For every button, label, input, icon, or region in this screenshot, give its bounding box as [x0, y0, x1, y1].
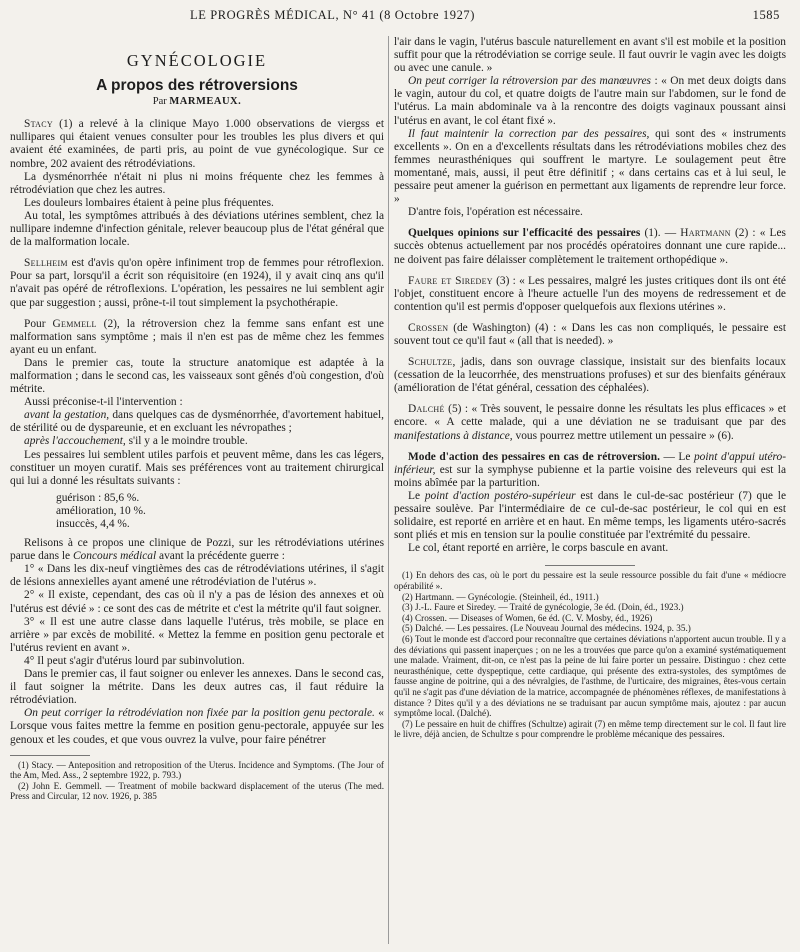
paragraph: Aussi préconise-t-il l'intervention : — [24, 396, 183, 409]
footnote: (5) Dalché. — Les pessaires. (Le Nouveau Journal des médecins. 1924, p. 35.) — [402, 623, 691, 634]
footnote-divider — [10, 755, 90, 756]
paragraph: La dysménorrhée n'était ni plus ni moins fréquente chez les femmes à rétrodéviation que chez les autres. — [10, 170, 384, 196]
author-ref: Sellheim — [24, 257, 68, 270]
emphasis: avant la gestation, — [24, 409, 110, 422]
results-list — [10, 492, 384, 531]
paragraph — [10, 707, 384, 746]
right-column — [394, 36, 786, 944]
paragraph: Le col, étant reporté en arrière, le corps bascule en avant. — [408, 542, 669, 555]
paragraph: l'air dans le vagin, l'utérus bascule naturellement en avant s'il est mobile et la position suffit pour que la rétrodéviation se corrige seule. Il faut ouvrir le vagin avec les doigts ou avec une canule. » — [394, 36, 786, 75]
paragraph: Les pessaires lui semblent utiles parfois et peuvent même, dans les cas légers, constituer un moyen curatif. Mais ses préférences vont au traitement chirurgical qui lui a donné les résultats suivants : — [10, 448, 384, 487]
emphasis: point d'action postéro-supérieur — [424, 489, 576, 502]
column-divider — [388, 36, 389, 944]
paragraph — [394, 128, 786, 207]
article-title: A propos des rétroversions — [96, 77, 298, 95]
paragraph — [394, 451, 786, 490]
paragraph — [10, 435, 384, 448]
subsection-heading: Quelques opinions sur l'efficacité des pessaires — [408, 227, 641, 240]
paragraph — [394, 322, 786, 348]
paragraph — [10, 409, 384, 435]
footnote: (2) John E. Gemmell. — Treatment of mobile backward displacement of the uterus (The med. Press and Circular, 12 nov. 1926, p. 385 — [10, 780, 384, 802]
footnote: (1) Stacy. — Anteposition and retroposition of the Uterus. Incidence and Symptoms. (The Jour of the Am, Med. Ass., 2 septembre 1922, p. 793.) — [10, 759, 384, 781]
byline-prefix: Par — [152, 96, 167, 108]
author-ref: Gemmell — [52, 317, 97, 330]
author-ref: Stacy — [24, 118, 53, 131]
paragraph: 2° « Il existe, cependant, des cas où il n'y a pas de lésion des annexes et où l'utérus est dévié » : ce sont des cas de métrite et c'est la métrite qu'il faut soigner. — [10, 589, 384, 615]
paragraph-text: s'il y a le moindre trouble. — [125, 435, 248, 448]
paragraph: 4° Il peut s'agir d'utérus lourd par subinvolution. — [24, 654, 245, 667]
footnote: (2) Hartmann. — Gynécologie. (Steinheil, éd., 1911.) — [402, 591, 599, 602]
paragraph: 3° « Il est une autre classe dans laquelle l'utérus, très mobile, se place en arrière » par excès de mobilité. « Mettez la femme en position genu pectorale et l'utérus revient en avant ». — [10, 615, 384, 654]
paragraph-text: « Lorsque vous faites mettre la femme en position genu-pectorale, appuyée sur les genoux et les coudes, et que vous ouvrez la vulve, pour faire pénétrer — [10, 707, 384, 746]
paragraph — [10, 537, 384, 563]
paragraph-text: , jadis, dans son ouvrage classique, insistait sur des bienfaits locaux (cessation de la leucorrhée, des menstruations profuses) et sur des bienfaits généraux (amélioration de l'état général, cessation des céphalées). — [394, 356, 786, 395]
paragraph-text: dans quelques cas de dysménorrhée, d'avortement habituel, de stérilité ou de dyspareunie, et en excluant les névropathes ; — [10, 409, 384, 435]
paragraph — [394, 227, 786, 266]
paragraph: 1° « Dans les dix-neuf vingtièmes des cas de rétrodéviations utérines, il s'agit de lésions annexielles ayant amené une rétrodéviation de l'utérus ». — [10, 563, 384, 589]
paragraph-text: (3) : « Les pessaires, malgré les justes critiques dont ils ont été l'objet, constituent encore à l'heure actuelle l'un des moyens de redressement et de contention qu'il est permis d'opposer quelquefois aux flexions utérines ». — [394, 274, 786, 313]
paragraph: Au total, les symptômes attribués à des déviations utérines semblent, chez la nullipare indemne d'infection génitale, relever beaucoup plus de l'état général que de la malformation locale. — [10, 209, 384, 249]
author-ref: Hartmann — [680, 227, 731, 240]
footnote: (6) Tout le monde est d'accord pour reconnaître que certaines déviations n'apportent aucun trouble. Il y a des déviations qui passent inaperçues ; on ne les a trouvées que parce qu'on a examiné systématiquement une malade. Vraiment, dit-on, ce n'est pas la peine de lui faire porter un pessaire. Distinguo : chez cette neurasthénique, cette dyspeptique, cette cardiaque, qui présente des extra-systoles, des symptômes de fausse angine de poitrine, qui a des névralgies, de l'asthme, de l'urticaire, des migraines, êtes-vous certain qu'il ne s'agit pas d'une déviation de la matrice, accompagnée de phénomènes réflexes, de manifestations à distance ? Dites qu'il y a des déviations ne se traduisant par aucun symptôme mais, ajoutez : par aucun symptôme local. (Dalché). — [394, 633, 786, 719]
paragraph — [394, 403, 786, 442]
section-title: GYNÉCOLOGIE — [126, 51, 268, 70]
paragraph-text: (1) a relevé à la clinique Mayo 1.000 observations de viergss et nullipares qui étaient venues consulter pour les troubles les plus divers et qui avaient été examinées, de parti pris, au point de vue gynécologique. Sur ce nombre, 202 avaient des rétrodéviations. — [10, 118, 384, 170]
paragraph-text: qui sont des « instruments excellents ». On en a d'excellents résultats dans les rétrodéviations mobiles chez des femmes neurasthéniques qui souffrent le martyre. Le soulagement peut être momentané, mais, aussi, il peut être définitif ; « dans certains cas et à lui seul, le pessaire peut amener la guérison en permettant aux ligaments de reprendre leur force. » — [394, 127, 786, 206]
result-item: amélioration, 10 %. — [56, 504, 146, 517]
emphasis: Il faut maintenir la correction par des pessaires, — [408, 127, 650, 140]
footnote: (7) Le pessaire en huit de chiffres (Schultze) agirait (7) en même temp directement sur le col. Il faut lire le livre, déjà ancien, de Schultze s pour comprendre le problème mécanique des pessaires. — [394, 718, 786, 740]
footnote-divider — [545, 565, 635, 566]
result-item: insuccès, 4,4 %. — [56, 518, 130, 530]
paragraph-text: Relisons à ce propos une clinique de Pozzi, sur les rétrodéviations utérines parue dans le — [10, 537, 384, 563]
author-ref: Crossen — [408, 321, 449, 334]
emphasis: après l'accouchement, — [24, 435, 126, 448]
author-ref: Schultze — [408, 356, 453, 369]
paragraph — [394, 75, 786, 127]
emphasis: manifestations à distance, — [394, 429, 513, 442]
journal-title: LE PROGRÈS MÉDICAL, N° 41 (8 Octobre 1927) — [190, 8, 476, 22]
emphasis: On peut corriger la rétroversion par des manœuvres — [408, 75, 651, 88]
paragraph-text: (5) : « Très souvent, le pessaire donne les résultats les plus efficaces » et encore. « A cette malade, qui a une déviation ne se traduisant que par des — [394, 403, 786, 429]
author-ref: Faure et Siredey — [408, 274, 493, 287]
footnote: (4) Crossen. — Diseases of Women, 6e éd. (C. V. Mosby, éd., 1926) — [402, 612, 653, 623]
left-column — [10, 36, 384, 944]
paragraph-text: Pour — [24, 317, 53, 330]
paragraph-text: (1). — — [640, 227, 681, 240]
page-number: 1585 — [752, 8, 780, 22]
paragraph-text: — Le — [659, 450, 694, 463]
paragraph-text: est d'avis qu'on opère infiniment trop de femmes pour rétroflexion. Pour sa part, lorsqu'il a écrit son réquisitoire (en 1924), il y avait cinq ans qu'il n'avait pas opéré de rétroflexions. L'opération, les pessaires ne lui semblent agir que par suggestion ; aussi, prône-t-il tout simplement la psychothérapie. — [10, 257, 384, 309]
paragraph-text: (2) : « Les succès obtenus actuellement par nos procédés opératoires donnant une cure rapide... ne doivent pas faire délaisser complètement le traitement orthopédique ». — [394, 227, 786, 266]
paragraph-text: vous pourrez mettre utilement un pessaire » (6). — [512, 429, 734, 442]
paragraph — [10, 257, 384, 309]
emphasis: On peut corriger la rétrodéviation non fixée par la position genu pectorale. — [24, 707, 375, 720]
paragraph: Les douleurs lombaires étaient à peine plus fréquentes. — [24, 196, 274, 209]
byline — [10, 95, 384, 108]
author-ref: Dalché — [408, 403, 445, 416]
running-head — [0, 8, 800, 24]
paragraph-text: Le — [408, 489, 425, 502]
paragraph: D'antre fois, l'opération est nécessaire. — [408, 206, 583, 219]
emphasis: point d'appui utéro-inférieur, — [394, 450, 786, 476]
paragraph — [10, 118, 384, 170]
footnote: (1) En dehors des cas, où le port du pessaire est la seule ressource possible du fait d'une « médiocre opérabilité ». — [394, 570, 786, 591]
paragraph — [394, 275, 786, 314]
paragraph — [394, 490, 786, 542]
emphasis: Concours médical — [72, 550, 157, 563]
paragraph: Dans le premier cas, toute la structure anatomique est adaptée à la malformation ; dans le second cas, les vaisseaux sont gênés d'où congestion, d'où métrite. — [10, 356, 384, 396]
author-name: MARMEAUX. — [169, 96, 242, 108]
paragraph-text: : « On met deux doigts dans le vagin, autour du col, et quatre doigts de l'autre main sur l'abdomen, sur le fond de l'utérus. La main abdominale va à la rencontre des doigts vaginaux poussant ainsi l'utérus en avant, le col étant fixé ». — [394, 75, 786, 127]
subsection-heading: Mode d'action des pessaires en cas de rétroversion. — [408, 450, 660, 463]
paragraph: Dans le premier cas, il faut soigner ou enlever les annexes. Dans le second cas, il faut soigner la métrite. Dans les deux autres cas, il faut réduire la rétrodéviation. — [10, 668, 384, 707]
paragraph-text: (2), la rétroversion chez la femme sans enfant est une malformation sans symptôme ; mais il n'en est pas de même chez les femmes ayant eu un enfant. — [10, 317, 384, 356]
footnote: (3) J.-L. Faure et Siredey. — Traité de gynécologie, 3e éd. (Doin, éd., 1923.) — [402, 602, 684, 613]
paragraph-text: avant la précédente guerre : — [156, 550, 285, 563]
paragraph — [394, 356, 786, 395]
paragraph — [10, 318, 384, 357]
paragraph-text: (de Washington) (4) : « Dans les cas non compliqués, le pessaire est souvent tout ce qu'il faut « (all that is needed). » — [394, 321, 786, 347]
paragraph-text: est sur la symphyse pubienne et la partie voisine des releveurs qui est la moins abîmée par la parturition. — [394, 463, 786, 489]
paragraph-text: est dans le cul-de-sac postérieur (7) que le pessaire soulève. Par l'intermédiaire de ce cul-de-sac postérieur, le col qui en est solidaire, est reporté en arrière et en haut. En même temps, les ligaments utéro-sacrés sont pliés et mis en tension sur la poulie constituée par l'extrémité du pessaire. — [394, 489, 786, 542]
result-item: guérison : 85,6 %. — [56, 491, 140, 504]
